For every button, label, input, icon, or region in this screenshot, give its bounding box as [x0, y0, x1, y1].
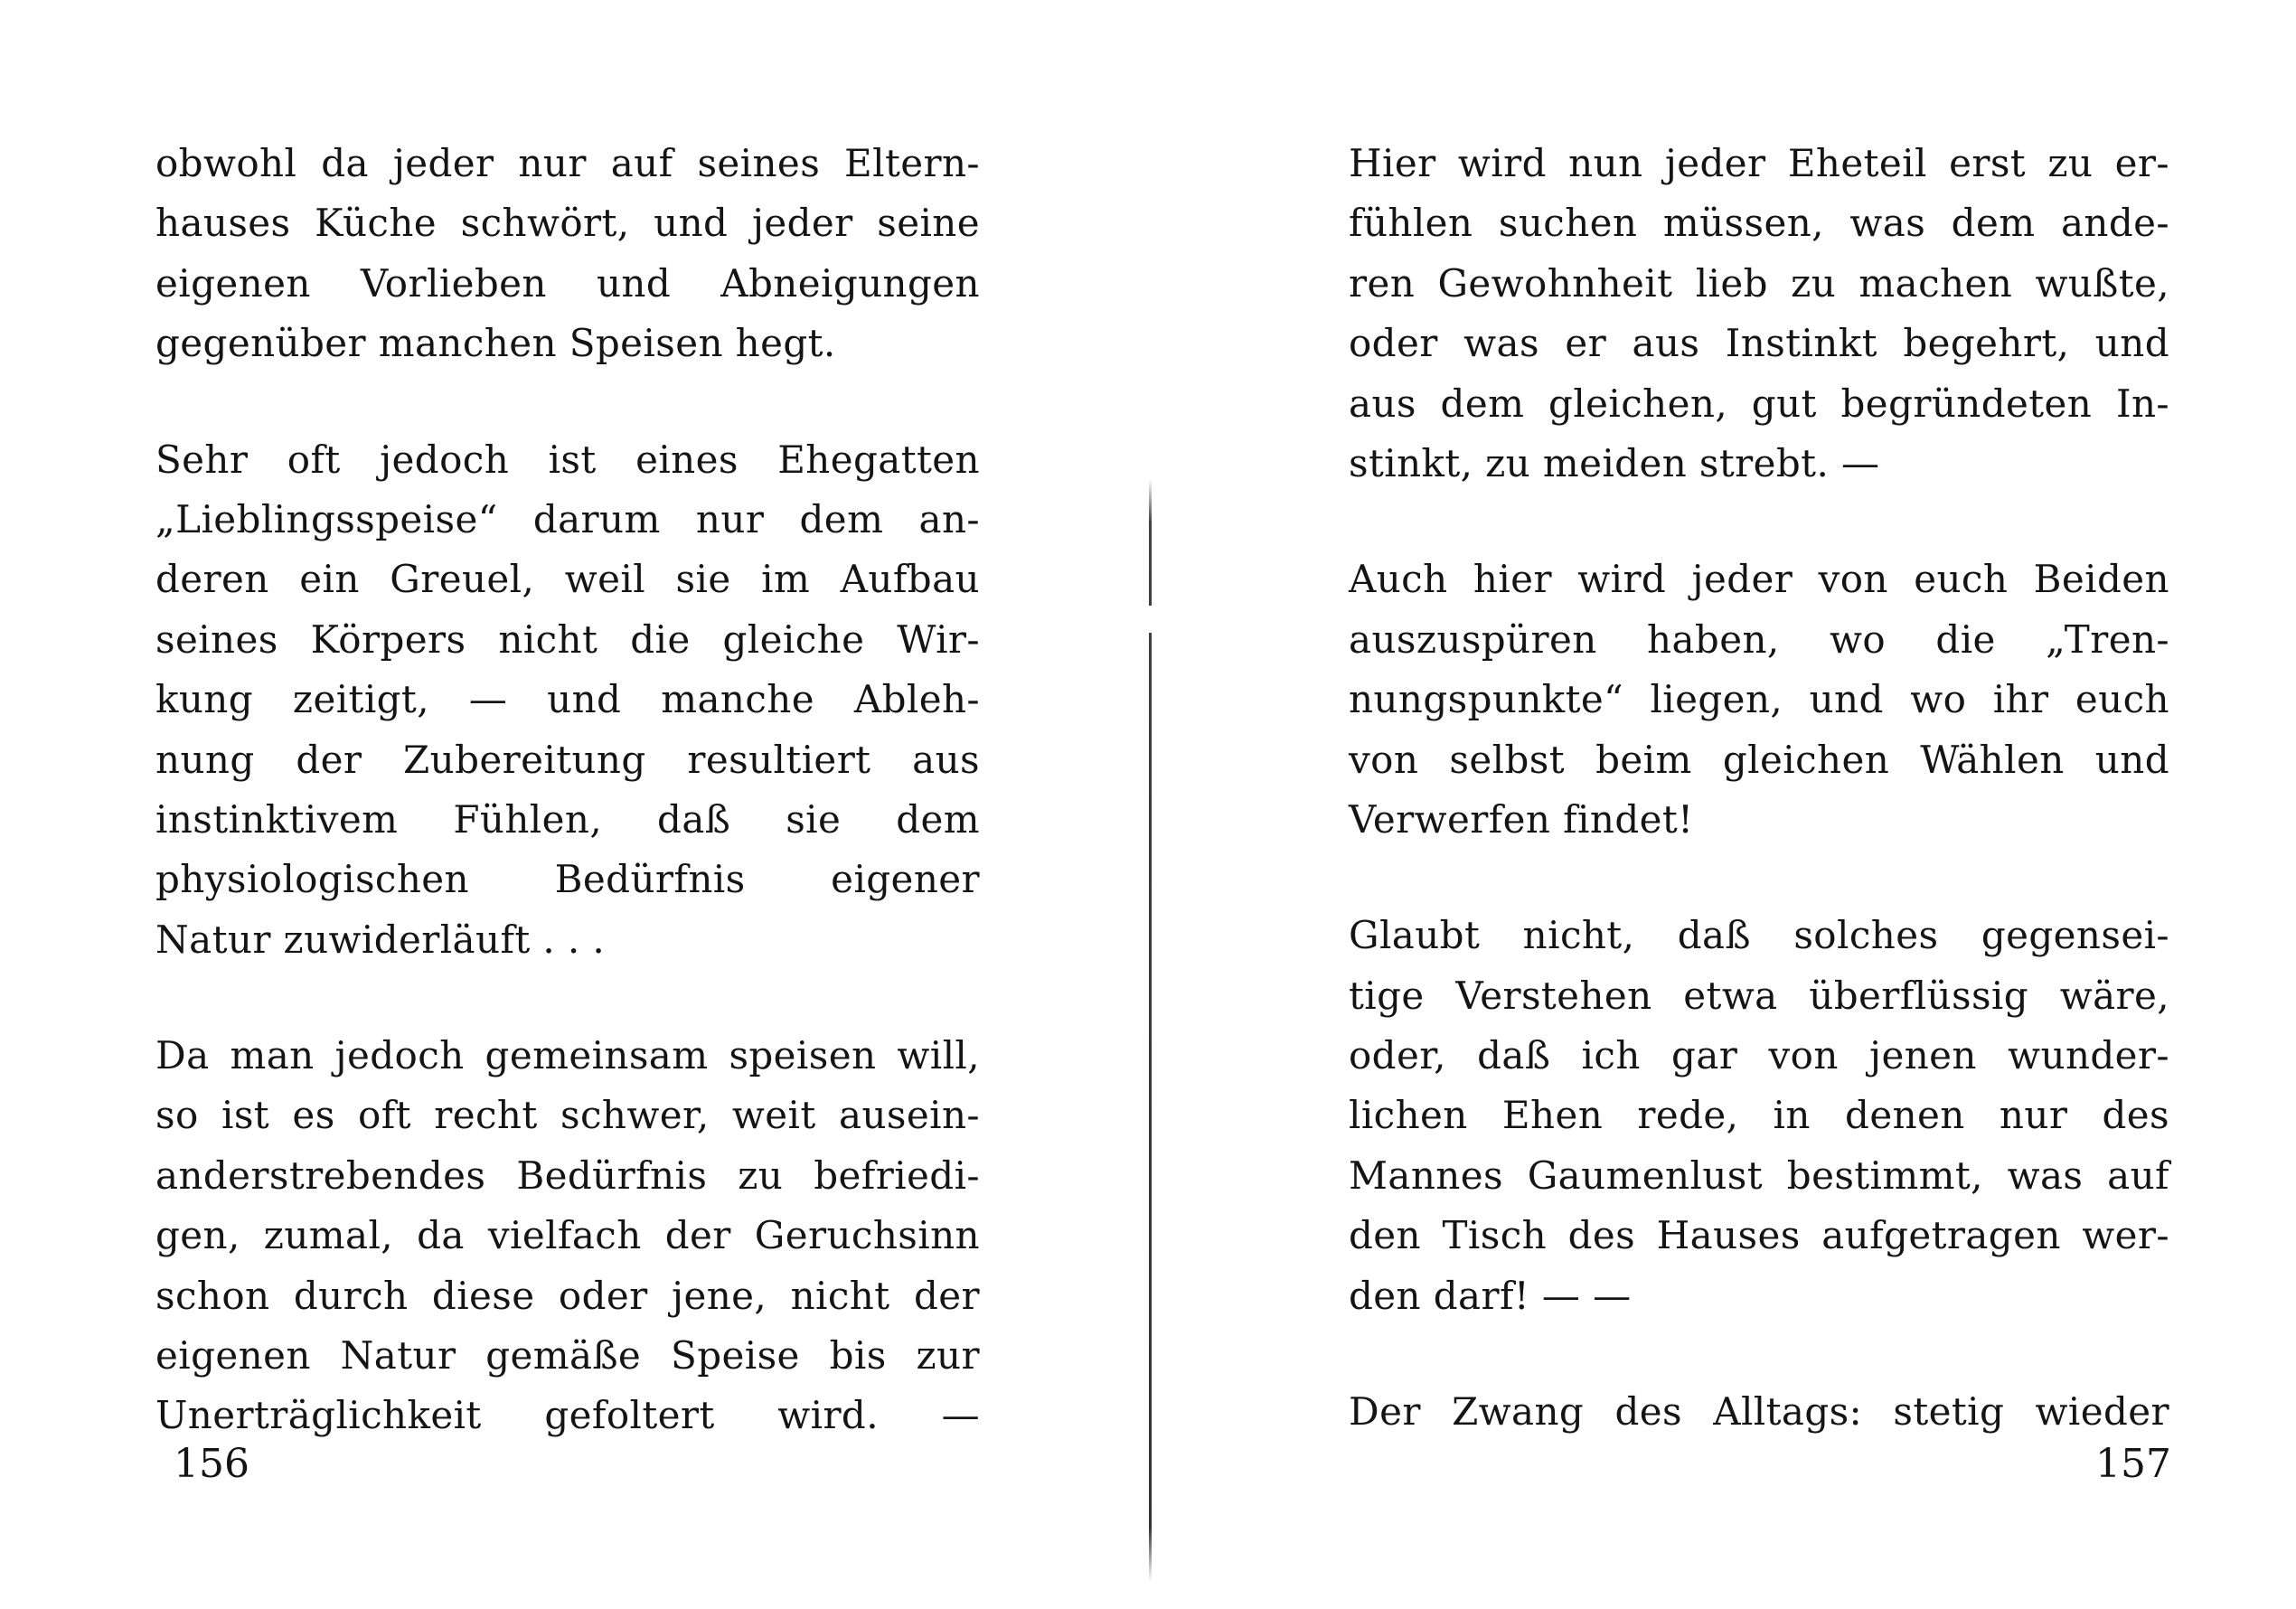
text-line: aus dem gleichen, gut begründeten In- [1349, 381, 2169, 426]
page-number: 156 [174, 1441, 249, 1487]
text-line: Sehr oft jedoch ist eines Ehegatten [155, 437, 980, 482]
right-page [1148, 0, 2296, 1609]
text-line: nungspunkte“ liegen, und wo ihr euch [1349, 677, 2169, 722]
text-line: Mannes Gaumenlust bestimmt, was auf [1349, 1153, 2169, 1198]
paragraph [155, 134, 980, 374]
text-line: ren Gewohnheit lieb zu machen wußte, [1349, 260, 2169, 306]
text-line: Hier wird nun jeder Eheteil erst zu er- [1349, 141, 2169, 185]
text-line: instinktivem Fühlen, daß sie dem [155, 796, 980, 842]
text-line: so ist es oft recht schwer, weit ausein- [155, 1093, 980, 1138]
text-line: nung der Zubereitung resultiert aus [155, 737, 980, 782]
text-line: obwohl da jeder nur auf seines Eltern- [155, 141, 980, 185]
text-line: Glaubt nicht, daß solches gegensei- [1349, 913, 2169, 958]
text-line: auszuspüren haben, wo die „Tren- [1349, 616, 2169, 662]
page-number: 157 [2095, 1441, 2171, 1487]
text-line: anderstrebendes Bedürfnis zu befriedi- [155, 1153, 980, 1198]
text-line: von selbst beim gleichen Wählen und [1349, 737, 2169, 782]
text-line: stinkt, zu meiden strebt. — [1349, 440, 1880, 485]
text-line: gegenüber manchen Speisen hegt. [155, 321, 836, 366]
text-line: eigenen Natur gemäße Speise bis zur [155, 1333, 980, 1378]
text-line: lichen Ehen rede, in denen nur des [1349, 1093, 2169, 1138]
paragraph [1349, 550, 2169, 850]
text-line: oder, daß ich gar von jenen wunder- [1349, 1033, 2169, 1078]
text-line: „Lieblingsspeise“ darum nur dem an- [155, 496, 980, 541]
text-line: seines Körpers nicht die gleiche Wir- [155, 616, 980, 662]
text-line: hauses Küche schwört, und jeder seine [155, 201, 980, 246]
paragraph [1349, 906, 2169, 1326]
text-line: fühlen suchen müssen, was dem ande- [1349, 201, 2169, 246]
text-line: tige Verstehen etwa überflüssig wäre, [1349, 973, 2169, 1018]
text-line: den Tisch des Hauses aufgetragen wer- [1349, 1213, 2169, 1258]
text-line: Der Zwang des Alltags: stetig wieder [1349, 1389, 2169, 1435]
text-line: schon durch diese oder jene, nicht der [155, 1273, 980, 1318]
paragraph [1349, 1382, 2169, 1442]
paragraph [155, 430, 980, 971]
text-line: Natur zuwiderläuft . . . [155, 917, 606, 962]
text-line: Verwerfen findet! [1349, 796, 1694, 842]
text-line: kung zeitigt, — und manche Ableh- [155, 677, 980, 722]
text-line: Auch hier wird jeder von euch Beiden [1349, 557, 2169, 602]
text-line: den darf! — — [1349, 1273, 1632, 1318]
paragraph [155, 1026, 980, 1446]
text-line: gen, zumal, da vielfach der Geruchsinn [155, 1213, 980, 1258]
text-line: eigenen Vorlieben und Abneigungen [155, 260, 980, 306]
paragraph [1349, 134, 2169, 494]
text-line: deren ein Greuel, weil sie im Aufbau [155, 557, 980, 602]
right-page-text [1349, 134, 2169, 1498]
text-line: Unerträglichkeit gefoltert wird. — [155, 1393, 980, 1438]
text-line: Da man jedoch gemeinsam speisen will, [155, 1033, 980, 1078]
left-page-text [155, 134, 980, 1502]
text-line: physiologischen Bedürfnis eigener [155, 857, 980, 902]
text-line: oder was er aus Instinkt begehrt, und [1349, 321, 2169, 366]
